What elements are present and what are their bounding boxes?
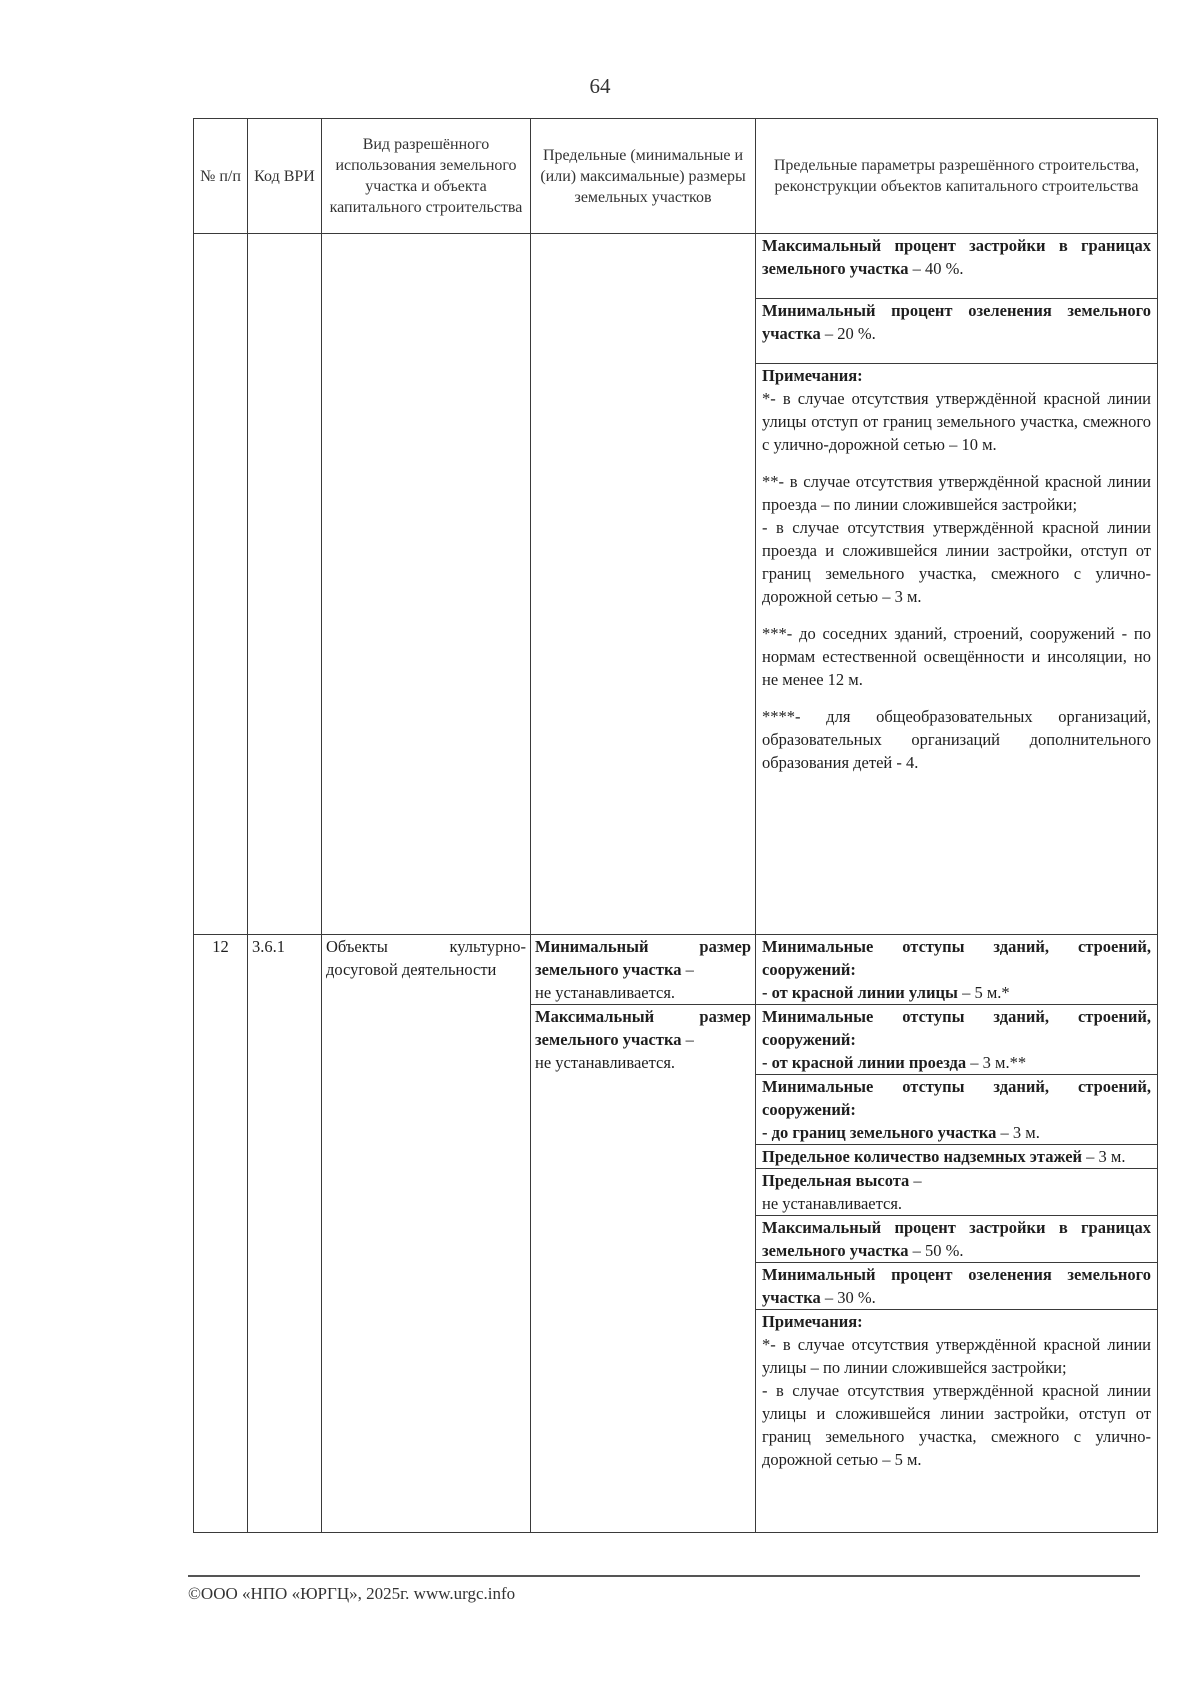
notes-cell <box>756 364 1158 935</box>
cell-size-continued <box>531 234 756 935</box>
notes-cell <box>756 1310 1158 1533</box>
cell-num-continued <box>194 234 248 935</box>
table-row <box>194 935 1158 1005</box>
param-value: – 40 %. <box>908 259 964 278</box>
param-value: – 3 м.** <box>966 1053 1027 1072</box>
param-label: Минимальный процент озеленения земельного участка <box>762 301 1151 344</box>
param-cell <box>756 935 1158 1005</box>
param-value: – 3 м. <box>1082 1147 1126 1166</box>
param-value: – 50 %. <box>908 1241 964 1260</box>
header-num: № п/п <box>194 119 248 234</box>
page-number: 64 <box>589 74 611 98</box>
param-label: Максимальный процент застройки в границах земельного участка <box>762 236 1151 278</box>
cell-max-size <box>531 1005 756 1533</box>
notes-title: Примечания: <box>762 366 863 386</box>
size-label: Минимальный размер земельного участка <box>535 937 751 979</box>
note-text: ***- до соседних зданий, строений, сооружений - по нормам естественной освещённости и инсоляции, но не менее 12 м. <box>762 624 1151 690</box>
cell-vid: Объекты культурно-досуговой деятельности <box>322 935 531 1533</box>
table-header-row <box>194 119 1158 234</box>
param-cell <box>756 1169 1158 1216</box>
param-label: Минимальные отступы зданий, строений, сооружений: <box>762 1007 1151 1049</box>
param-label: Минимальный процент озеленения земельного участка <box>762 1265 1151 1307</box>
size-value: не устанавливается. <box>535 983 676 1002</box>
param-value: – 20 %. <box>820 324 876 344</box>
param-label: Минимальные отступы зданий, строений, сооружений: <box>762 937 1151 979</box>
param-cell <box>756 299 1158 364</box>
param-label: Максимальный процент застройки в границах земельного участка <box>762 1218 1151 1260</box>
param-line: - от красной линии улицы <box>762 983 958 1002</box>
size-dash: – <box>681 960 694 979</box>
regulations-table <box>193 118 1158 1533</box>
size-dash: – <box>681 1030 694 1049</box>
param-cell <box>756 234 1158 299</box>
param-value: – 30 %. <box>820 1288 876 1307</box>
cell-min-size <box>531 935 756 1005</box>
param-cell <box>756 1075 1158 1145</box>
note-text: - в случае отсутствия утверждённой красной линии улицы и сложившейся линии застройки, отступ от границ земельного участка, смежного с улично-дорожной сетью – 5 м. <box>762 1381 1151 1469</box>
param-line: - до границ земельного участка <box>762 1123 997 1142</box>
table-row <box>194 234 1158 299</box>
note-text: ****- для общеобразовательных организаций, образовательных организаций дополнительного образования детей - 4. <box>762 707 1151 773</box>
cell-code-continued <box>248 234 322 935</box>
header-size: Предельные (минимальные и (или) максимальные) размеры земельных участков <box>531 119 756 234</box>
note-text: *- в случае отсутствия утверждённой красной линии улицы отступ от границ земельного участка, смежного с улично-дорожной сетью – 10 м. <box>762 389 1151 455</box>
notes-title: Примечания: <box>762 1312 863 1331</box>
note-text: - в случае отсутствия утверждённой красной линии проезда и сложившейся линии застройки, отступ от границ земельного участка, смежного с улично-дорожной сетью – 3 м. <box>762 518 1151 607</box>
param-cell <box>756 1216 1158 1263</box>
size-value: не устанавливается. <box>535 1053 676 1072</box>
note-text: **- в случае отсутствия утверждённой красной линии проезда – по линии сложившейся застройки; <box>762 472 1151 515</box>
param-value: – 5 м.* <box>957 983 1010 1002</box>
footer-copyright: ©ООО «НПО «ЮРГЦ», 2025г. www.urgc.info <box>188 1584 516 1603</box>
note-text: *- в случае отсутствия утверждённой красной линии улицы – по линии сложившейся застройки; <box>762 1335 1151 1377</box>
param-cell <box>756 1263 1158 1310</box>
param-cell <box>756 1005 1158 1075</box>
param-dash: – <box>909 1171 922 1190</box>
footer-divider <box>188 1575 1140 1577</box>
param-value: – 3 м. <box>996 1123 1040 1142</box>
cell-num: 12 <box>194 935 248 1533</box>
header-params: Предельные параметры разрешённого строительства, реконструкции объектов капитального строительства <box>756 119 1158 234</box>
cell-vid-continued <box>322 234 531 935</box>
param-value: не устанавливается. <box>762 1194 903 1213</box>
param-label: Минимальные отступы зданий, строений, сооружений: <box>762 1077 1151 1119</box>
header-vid: Вид разрешённого использования земельного участка и объекта капитального строительства <box>322 119 531 234</box>
cell-code: 3.6.1 <box>248 935 322 1533</box>
size-label: Максимальный размер земельного участка <box>535 1007 751 1049</box>
header-code: Код ВРИ <box>248 119 322 234</box>
param-line: - от красной линии проезда <box>762 1053 967 1072</box>
param-label: Предельная высота <box>762 1171 910 1190</box>
param-cell <box>756 1145 1158 1169</box>
param-label: Предельное количество надземных этажей <box>762 1147 1083 1166</box>
